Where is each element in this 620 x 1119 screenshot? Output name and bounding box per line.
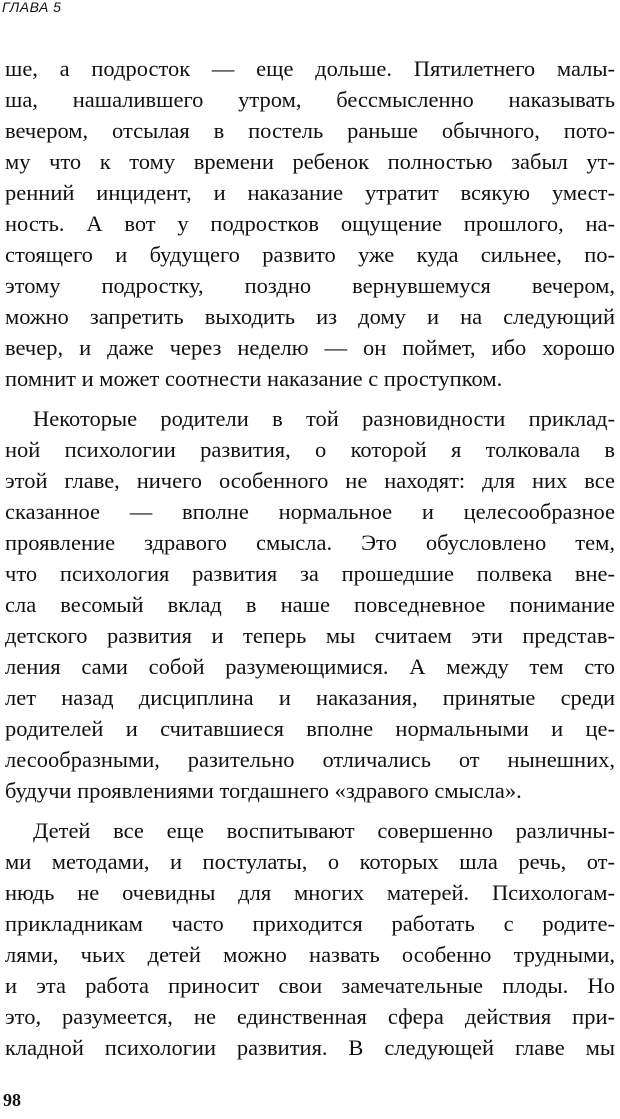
paragraph [5, 403, 615, 806]
text-line: лет назад дисциплина и наказания, принятые среди [5, 685, 615, 710]
text-line: кладной психологии развития. В следующей главе мы [5, 1035, 615, 1060]
text-line: этому подростку, поздно вернувшемуся вечером, [5, 273, 615, 298]
text-line: это, разумеется, не единственная сфера действия при- [5, 1004, 615, 1029]
text-line: му что к тому времени ребенок полностью забыл ут- [5, 149, 615, 174]
text-line: лесообразными, разительно отличались от нынешних, [5, 747, 615, 772]
body-text [5, 53, 615, 1063]
text-line: что психология развития за прошедшие полвека вне- [5, 561, 615, 586]
text-line: помнит и может соотнести наказание с проступком. [5, 366, 503, 391]
text-line: сказанное — вполне нормальное и целесообразное [5, 499, 615, 524]
text-line: ше, а подросток — еще дольше. Пятилетнего малы- [5, 56, 615, 81]
paragraph-gap [5, 806, 615, 815]
paragraph [5, 53, 615, 394]
text-line: ления сами собой разумеющимися. А между тем сто [5, 654, 615, 679]
text-line: сла весомый вклад в наше повседневное понимание [5, 592, 615, 617]
text-line: этой главе, ничего особенного не находят: для них все [5, 468, 615, 493]
text-line: нюдь не очевидны для многих матерей. Психологам- [5, 880, 615, 905]
text-line: детского развития и теперь мы считаем эти представ- [5, 623, 615, 648]
running-head: ГЛАВА 5 [2, 0, 62, 15]
text-line: ми методами, и постулаты, о которых шла речь, от- [5, 849, 615, 874]
text-line: прикладникам часто приходится работать с родите- [5, 911, 615, 936]
text-line: вечером, отсылая в постель раньше обычного, пото- [5, 118, 615, 143]
paragraph-gap [5, 394, 615, 403]
text-line: вечер, и даже через неделю — он поймет, ибо хорошо [5, 335, 615, 360]
text-line: ренний инцидент, и наказание утратит всякую умест- [5, 180, 615, 205]
text-line: проявление здравого смысла. Это обусловлено тем, [5, 530, 615, 555]
paragraph [5, 815, 615, 1063]
text-line: родителей и считавшиеся вполне нормальными и це- [5, 716, 615, 741]
text-line: ша, нашалившего утром, бессмысленно наказывать [5, 87, 615, 112]
text-line: и эта работа приносит свои замечательные плоды. Но [5, 973, 615, 998]
text-line: лями, чьих детей можно назвать особенно трудными, [5, 942, 615, 967]
text-line: Некоторые родители в той разновидности приклад- [33, 406, 615, 431]
text-line: будучи проявлениями тогдашнего «здравого смысла». [5, 778, 522, 803]
text-line: стоящего и будущего развито уже куда сильнее, по- [5, 242, 615, 267]
text-line: можно запретить выходить из дому и на следующий [5, 304, 615, 329]
text-line: ность. А вот у подростков ощущение прошлого, на- [5, 211, 615, 236]
text-line: Детей все еще воспитывают совершенно различны- [33, 818, 615, 843]
page-number: 98 [3, 1090, 21, 1110]
text-line: ной психологии развития, о которой я толковала в [5, 437, 615, 462]
